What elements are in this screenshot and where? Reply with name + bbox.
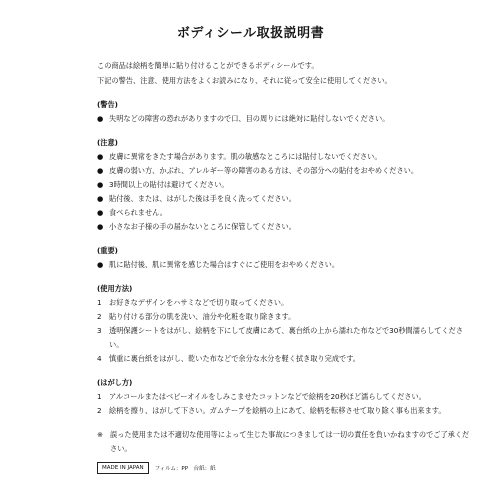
list-item — [97, 150, 474, 164]
disclaimer-note — [97, 428, 474, 456]
step-number: 3 — [97, 326, 102, 335]
removal-section — [97, 376, 474, 418]
bullet-marker: ● — [97, 194, 104, 203]
bullet-marker: ● — [97, 222, 104, 231]
item-text: アルコールまたはベビーオイルをしみこませたコットンなどで絵柄を20秒ほど濡らしてください。 — [109, 392, 426, 401]
list-item — [97, 112, 474, 126]
list-item — [97, 164, 474, 178]
item-text: 貼付後、または、はがした後は手を良く洗ってください。 — [109, 194, 296, 203]
made-in-japan-badge: MADE IN JAPAN — [97, 462, 149, 474]
intro — [97, 58, 474, 88]
list-item — [97, 178, 474, 192]
item-text: 慎重に裏台紙をはがし、乾いた布などで余分な水分を軽く拭き取り完成です。 — [109, 354, 360, 363]
item-text: 皮膚に異常をきたす場合があります。肌の敏感なところには貼付しないでください。 — [109, 152, 382, 161]
bullet-marker: ● — [97, 152, 104, 161]
step-number: 4 — [97, 354, 102, 363]
bullet-marker: ● — [97, 260, 104, 269]
list-item — [97, 324, 474, 352]
item-text: 透明保護シートをはがし、絵柄を下にして皮膚にあて、裏台紙の上から濡れた布などで30秒間濡らしてください。 — [109, 326, 464, 349]
caution-section — [97, 136, 474, 234]
materials-text: フィルム：PP 台紙：紙 — [154, 466, 216, 472]
caution-title: (注意) — [97, 138, 118, 147]
item-text: 肌に貼付後、肌に異常を感じた場合はすぐにご使用をおやめください。 — [109, 260, 340, 269]
step-number: 1 — [97, 298, 102, 307]
list-item — [97, 192, 474, 206]
bullet-marker: ● — [97, 208, 104, 217]
item-text: お好きなデザインをハサミなどで切り取ってください。 — [109, 298, 289, 307]
step-number: 2 — [97, 312, 102, 321]
warning-title: (警告) — [97, 100, 118, 109]
usage-title: (使用方法) — [97, 284, 133, 293]
list-item — [97, 220, 474, 234]
important-title: (重要) — [97, 246, 118, 255]
intro-line: この商品は絵柄を簡単に貼り付けることができるボディシールです。 — [97, 61, 319, 70]
list-item — [97, 296, 474, 310]
note-text: 誤った使用または不適切な使用等によって生じた事故につきましては一切の責任を負いかねますのでご了承ください。 — [110, 430, 470, 453]
step-number: 1 — [97, 392, 102, 401]
page-title: ボディシール取扱説明書 — [176, 26, 325, 41]
footer — [97, 462, 216, 474]
list-item — [97, 352, 474, 366]
item-text: 食べられません。 — [109, 208, 167, 217]
usage-section — [97, 282, 474, 366]
item-text: 小さなお子様の手の届かないところに保管してください。 — [109, 222, 296, 231]
bullet-marker: ● — [97, 166, 104, 175]
item-text: 3時間以上の貼付は避けてください。 — [109, 180, 229, 189]
list-item — [97, 390, 474, 404]
list-item — [97, 404, 474, 418]
step-number: 2 — [97, 406, 102, 415]
item-text: 皮膚の弱い方、かぶれ、アレルギー等の障害のある方は、その部分への貼付をおやめください。 — [109, 166, 419, 175]
note-marker: ※ — [97, 430, 104, 439]
important-section — [97, 244, 474, 272]
list-item — [97, 310, 474, 324]
removal-title: (はがし方) — [97, 378, 133, 387]
bullet-marker: ● — [97, 114, 104, 123]
list-item — [97, 206, 474, 220]
warning-section — [97, 98, 474, 126]
bullet-marker: ● — [97, 180, 104, 189]
item-text: 貼り付ける部分の肌を洗い、油分や化粧を取り除きます。 — [109, 312, 296, 321]
item-text: 絵柄を擦り、はがして下さい。ガムテープを絵柄の上にあて、絵柄を転移させて取り除く事も出来ます。 — [109, 406, 446, 415]
item-text: 失明などの障害の恐れがありますので口、目の周りには絶対に貼付しないでください。 — [109, 114, 390, 123]
intro-line: 下記の警告、注意、使用方法をよくお読みになり、それに従って安全に使用してください。 — [97, 76, 392, 85]
list-item — [97, 258, 474, 272]
